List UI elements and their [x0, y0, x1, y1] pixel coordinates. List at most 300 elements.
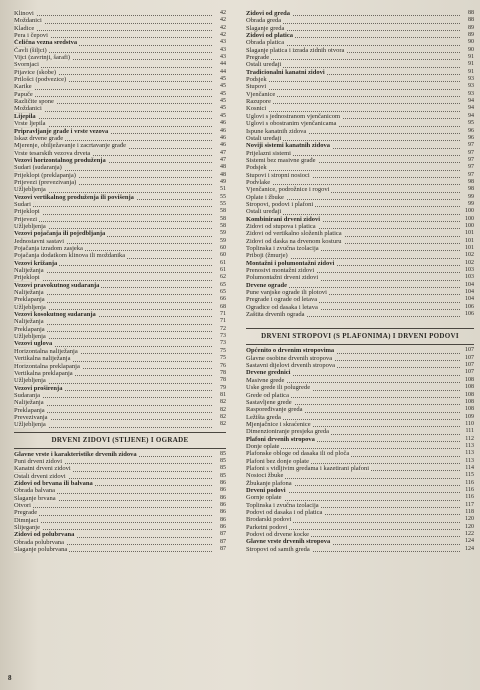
entry-page-number: 87 — [220, 531, 226, 538]
entry-title: Drveni podovi — [246, 486, 286, 494]
entry-title: Dimnjaci — [14, 516, 39, 524]
entry-title: Ostali uređaji — [246, 208, 282, 216]
entry-title: Sastavni dijelovi drvenih stropova — [246, 362, 336, 370]
toc-entry — [14, 274, 226, 281]
entry-page-number: 103 — [465, 274, 474, 281]
toc-section-entry — [246, 10, 474, 17]
entry-title: Zidovi od brvana ili balvana — [14, 479, 93, 487]
entry-title: Vezovi križanja — [14, 259, 58, 267]
entry-page-number: 88 — [468, 17, 474, 24]
toc-entry — [14, 25, 226, 32]
entry-title: Prilošci (podvezice) — [14, 76, 67, 84]
entry-page-number: 46 — [220, 142, 226, 149]
entry-title: Slaganje greda — [246, 24, 285, 32]
entry-page-number: 49 — [220, 178, 226, 185]
divider — [14, 448, 226, 449]
dot-leader — [246, 88, 460, 90]
entry-page-number: 82 — [220, 421, 226, 428]
toc-entry — [246, 421, 474, 428]
entry-page-number: 99 — [468, 200, 474, 207]
entry-title: Vertikalna preklapanja — [14, 369, 73, 377]
entry-title: Stropovi od samih greda — [246, 545, 310, 553]
entry-page-number: 113 — [465, 457, 474, 464]
toc-section-entry — [14, 157, 226, 164]
entry-title: Obrada polubrvana — [14, 538, 64, 546]
entry-title: Montažni i polumontažni zidovi — [246, 259, 335, 267]
toc-entry — [14, 502, 226, 509]
dot-leader — [14, 279, 212, 281]
entry-title: Uglovi s jednostranom vjenčanicom — [246, 112, 341, 120]
toc-section-entry — [246, 282, 474, 289]
entry-title: Naliježanja — [14, 318, 44, 326]
toc-entry — [246, 91, 474, 98]
entry-title: Vrste ljepila — [14, 120, 46, 128]
toc-entry — [14, 61, 226, 68]
entry-page-number: 86 — [220, 509, 226, 516]
toc-entry — [14, 348, 226, 355]
entry-title: Iskaz drvene građe — [14, 134, 64, 142]
toc-section-entry — [14, 451, 226, 458]
entry-title: Naliježanja — [14, 267, 44, 275]
entry-page-number: 108 — [465, 384, 474, 391]
entry-title: Zidovi od platica — [246, 32, 293, 40]
entry-page-number: 107 — [465, 362, 474, 369]
toc-section-entry — [246, 436, 474, 443]
entry-title: Pregrade i ograde od letava — [246, 296, 318, 304]
entry-title: Parketni podovi — [246, 523, 288, 531]
entry-title: Užljebljenja — [14, 222, 46, 230]
toc-section-entry — [246, 260, 474, 267]
entry-title: Preklapanja — [14, 325, 45, 333]
entry-title: Užljebljenja — [14, 421, 46, 429]
entry-page-number: 42 — [220, 32, 226, 39]
entry-title: Dimenzioniranje presjeka greda — [246, 428, 330, 436]
entry-page-number: 107 — [465, 369, 474, 376]
entry-page-number: 91 — [468, 61, 474, 68]
entry-title: Zidovi od daska na drvenom kosturu — [246, 237, 342, 245]
entry-page-number: 93 — [468, 90, 474, 97]
entry-title: Uglovi s obostranim vjenčanicama — [246, 120, 337, 128]
entry-title: Zidovi od stupova i platica — [246, 222, 316, 230]
entry-page-number: 97 — [468, 164, 474, 171]
entry-page-number: 82 — [220, 413, 226, 420]
toc-entry — [14, 164, 226, 171]
entry-title: Ostali uređaji — [246, 134, 282, 142]
entry-title: Raspoređivanje greda — [246, 406, 303, 414]
toc-section-entry — [14, 260, 226, 267]
entry-page-number: 97 — [468, 142, 474, 149]
entry-page-number: 96 — [468, 127, 474, 134]
entry-page-number: 102 — [465, 252, 474, 259]
dot-leader — [246, 169, 460, 171]
entry-title: Naliježanja — [14, 399, 44, 407]
dot-leader — [14, 528, 212, 530]
entry-title: Zidovi od polubrvana — [14, 531, 75, 539]
entry-page-number: 102 — [465, 259, 474, 266]
toc-entry — [14, 150, 226, 157]
toc-right-list-2 — [246, 347, 474, 553]
entry-title: Oplate i žbuke — [246, 193, 284, 201]
entry-page-number: 82 — [220, 399, 226, 406]
entry-page-number: 100 — [465, 208, 474, 215]
entry-page-number: 45 — [220, 76, 226, 83]
entry-page-number: 124 — [465, 545, 474, 552]
dot-leader — [14, 117, 212, 119]
entry-page-number: 78 — [220, 369, 226, 376]
entry-page-number: 86 — [220, 502, 226, 508]
entry-title: Glavne vrste i karakteristike drvenih zidova — [14, 450, 137, 458]
entry-title: Vezovi proširenja — [14, 384, 63, 392]
entry-title: Slaganje brvana — [14, 494, 56, 502]
entry-page-number: 58 — [220, 208, 226, 215]
entry-page-number: 60 — [220, 245, 226, 251]
entry-page-number: 89 — [468, 24, 474, 31]
entry-page-number: 108 — [465, 391, 474, 398]
toc-entry — [14, 223, 226, 230]
toc-entry — [14, 487, 226, 494]
toc-entry — [246, 54, 474, 61]
toc-entry — [246, 509, 474, 516]
divider — [246, 344, 474, 345]
entry-page-number: 42 — [220, 17, 226, 24]
toc-entry — [246, 362, 474, 369]
entry-title: Različite spone — [14, 98, 54, 106]
entry-page-number: 97 — [468, 149, 474, 156]
entry-title: Noviji sistemi kanatnih zidova — [246, 142, 330, 150]
entry-title: Donje oplate — [246, 442, 280, 450]
toc-entry — [14, 304, 226, 311]
entry-page-number: 86 — [220, 524, 226, 531]
entry-page-number: 110 — [465, 420, 474, 427]
toc-entry — [14, 54, 226, 61]
dot-leader — [246, 102, 460, 104]
dot-leader — [14, 220, 212, 222]
entry-page-number: 48 — [220, 164, 226, 171]
entry-title: Nosioci žbuke — [246, 472, 284, 480]
entry-title: Drvene ograde — [246, 281, 287, 289]
toc-entry — [246, 494, 474, 501]
entry-page-number: 78 — [220, 377, 226, 384]
toc-entry — [14, 142, 226, 149]
toc-entry — [246, 223, 474, 230]
toc-section-entry — [246, 216, 474, 223]
entry-title: Klinovi — [14, 10, 34, 17]
toc-entry — [246, 524, 474, 531]
toc-section-entry — [246, 347, 474, 354]
toc-section-entry — [14, 340, 226, 347]
entry-page-number: 82 — [220, 406, 226, 413]
toc-entry — [14, 32, 226, 39]
entry-title: Naliježanja — [14, 289, 44, 297]
toc-entry — [14, 76, 226, 83]
entry-page-number: 65 — [220, 289, 226, 296]
entry-title: Sudari — [14, 200, 31, 208]
entry-page-number: 55 — [220, 200, 226, 207]
entry-page-number: 93 — [468, 83, 474, 90]
toc-entry — [14, 47, 226, 54]
toc-entry — [246, 208, 474, 215]
toc-entry — [14, 407, 226, 414]
entry-page-number: 94 — [468, 112, 474, 119]
entry-page-number: 108 — [465, 406, 474, 413]
toc-entry — [246, 113, 474, 120]
entry-title: Stupovi i stropni nosioci — [246, 171, 310, 179]
entry-title: Drvene grednici — [246, 369, 291, 377]
entry-title: Užljebljenja — [14, 303, 46, 311]
entry-page-number: 90 — [468, 39, 474, 46]
toc-entry — [246, 399, 474, 406]
entry-page-number: 90 — [468, 46, 474, 53]
dot-leader — [14, 213, 212, 215]
entry-page-number: 46 — [220, 127, 226, 134]
entry-title: Vijci (zavrtnji, šarafi) — [14, 54, 71, 62]
entry-page-number: 71 — [220, 311, 226, 318]
entry-page-number: 104 — [465, 289, 474, 296]
entry-page-number: 107 — [465, 347, 474, 354]
toc-entry — [246, 458, 474, 465]
dot-leader — [14, 506, 212, 508]
toc-entry — [246, 384, 474, 391]
entry-title: Horizontalna preklapanja — [14, 362, 80, 370]
toc-section-entry — [246, 538, 474, 545]
entry-page-number: 86 — [220, 487, 226, 494]
entry-title: Sudaranja — [14, 391, 40, 399]
entry-title: Kanatni drveni zidovi — [14, 465, 71, 473]
dot-leader — [14, 14, 212, 16]
divider — [14, 432, 226, 433]
toc-entry — [246, 414, 474, 421]
entry-title: Pijavice (skobe) — [14, 68, 57, 76]
entry-page-number: 71 — [220, 318, 226, 325]
entry-page-number: 106 — [465, 311, 474, 318]
entry-title: Vrste tesarskih vezova drveta — [14, 149, 91, 157]
entry-title: Sudari (sudaranja) — [14, 164, 62, 172]
toc-entry — [246, 201, 474, 208]
entry-page-number: 106 — [465, 303, 474, 310]
toc-section-entry — [14, 282, 226, 289]
entry-page-number: 95 — [468, 120, 474, 127]
toc-section-entry — [14, 311, 226, 318]
toc-entry — [14, 216, 226, 223]
entry-page-number: 87 — [220, 546, 226, 553]
entry-title: Razupore — [246, 98, 271, 106]
entry-title: Otvori — [14, 502, 31, 509]
entry-page-number: 45 — [220, 98, 226, 105]
entry-page-number: 86 — [220, 516, 226, 523]
entry-title: Vezovi horizontalnog produženja — [14, 156, 106, 164]
entry-title: Ležišta greda — [246, 413, 281, 421]
entry-page-number: 62 — [220, 274, 226, 281]
entry-title: Podsjek — [246, 76, 267, 84]
entry-page-number: 89 — [468, 32, 474, 39]
toc-entry — [246, 105, 474, 112]
toc-right-column — [246, 10, 474, 553]
entry-page-number: 97 — [468, 171, 474, 178]
chapter-heading-ceilings: DRVENI STROPOVI (S PLAFONIMA) I DRVENI PODOVI — [261, 332, 459, 341]
entry-title: Priboji (žmurje) — [246, 252, 288, 260]
entry-page-number: 66 — [220, 296, 226, 303]
toc-entry — [246, 267, 474, 274]
entry-page-number: 45 — [220, 105, 226, 112]
entry-title: Čelična vezna sredstva — [14, 39, 78, 47]
entry-page-number: 47 — [220, 156, 226, 163]
entry-page-number: 46 — [220, 134, 226, 141]
toc-entry — [14, 289, 226, 296]
entry-page-number: 68 — [220, 303, 226, 310]
entry-title: Pune vanjske ograde ili plotovi — [246, 289, 327, 297]
toc-entry — [246, 76, 474, 83]
entry-page-number: 58 — [220, 215, 226, 222]
toc-entry — [14, 414, 226, 421]
toc-entry — [246, 450, 474, 457]
entry-title: Plafonske obloge od dasaka ili od ploča — [246, 450, 350, 458]
toc-entry — [14, 252, 226, 259]
toc-entry — [246, 274, 474, 281]
entry-page-number: 88 — [468, 10, 474, 16]
dot-leader — [14, 95, 212, 97]
toc-entry — [246, 39, 474, 46]
toc-entry — [14, 363, 226, 370]
entry-title: Prijevezi (prevezivanja) — [14, 178, 77, 186]
toc-left-column — [14, 10, 226, 553]
entry-page-number: 79 — [220, 384, 226, 391]
entry-page-number: 93 — [468, 76, 474, 83]
entry-page-number: 72 — [220, 325, 226, 332]
toc-section-entry — [246, 69, 474, 76]
toc-section-entry — [14, 385, 226, 392]
dot-leader — [246, 80, 460, 82]
dot-leader — [14, 66, 212, 68]
toc-entry — [246, 245, 474, 252]
dot-leader — [14, 205, 212, 207]
entry-page-number: 94 — [468, 105, 474, 112]
toc-left-list-2 — [14, 451, 226, 554]
entry-page-number: 85 — [220, 472, 226, 479]
toc-entry — [14, 539, 226, 546]
dot-leader — [14, 514, 212, 516]
toc-entry — [14, 98, 226, 105]
toc-section-entry — [246, 369, 474, 376]
entry-page-number: 43 — [220, 54, 226, 61]
entry-page-number: 98 — [468, 178, 474, 185]
dot-leader — [246, 183, 460, 185]
entry-page-number: 124 — [465, 538, 474, 545]
toc-entry — [246, 502, 474, 509]
toc-entry — [14, 69, 226, 76]
entry-title: Slaganje platica i izrada zidnih otvora — [246, 46, 345, 54]
entry-title: Vjenčanice, podrožnice i rogovi — [246, 186, 330, 194]
toc-entry — [246, 98, 474, 105]
dot-leader — [14, 88, 212, 90]
dot-leader — [14, 521, 212, 523]
dot-leader — [14, 396, 212, 398]
dot-leader — [246, 95, 460, 97]
toc-section-entry — [14, 531, 226, 538]
entry-title: Općenito o drvenim stropovima — [246, 347, 335, 355]
entry-title: Pregrade — [14, 509, 38, 517]
entry-page-number: 42 — [220, 10, 226, 16]
entry-title: Podovi od dasaka i od platica — [246, 509, 323, 516]
toc-entry — [246, 465, 474, 472]
toc-entry — [14, 465, 226, 472]
entry-title: Prijevezi — [14, 215, 38, 223]
toc-entry — [246, 443, 474, 450]
toc-entry — [246, 289, 474, 296]
toc-entry — [14, 546, 226, 553]
toc-entry — [14, 201, 226, 208]
page-number: 8 — [8, 674, 12, 682]
entry-page-number: 59 — [220, 230, 226, 237]
toc-entry — [246, 472, 474, 479]
entry-page-number: 85 — [220, 465, 226, 472]
entry-title: Puni drveni zidovi — [14, 457, 63, 465]
chapter-heading-walls: DRVENI ZIDOVI (STIJENE) I OGRADE — [51, 435, 189, 444]
entry-page-number: 112 — [465, 435, 474, 442]
entry-page-number: 76 — [220, 362, 226, 369]
toc-entry — [246, 377, 474, 384]
entry-title: Ispune kanatnih zidova — [246, 127, 307, 135]
toc-entry — [14, 245, 226, 252]
toc-entry — [246, 392, 474, 399]
entry-title: Preklapanja — [14, 406, 45, 414]
toc-entry — [14, 238, 226, 245]
entry-title: Lijepila — [14, 112, 36, 120]
entry-title: Moždanici — [14, 105, 42, 113]
entry-page-number: 116 — [465, 494, 474, 501]
entry-title: Užljebljenja — [14, 186, 46, 194]
entry-page-number: 111 — [465, 428, 474, 435]
entry-page-number: 42 — [220, 24, 226, 31]
entry-page-number: 75 — [220, 347, 226, 354]
entry-page-number: 85 — [220, 457, 226, 464]
toc-entry — [14, 333, 226, 340]
entry-title: Slaganje polubrvana — [14, 546, 68, 554]
toc-entry — [14, 105, 226, 112]
toc-entry — [14, 326, 226, 333]
toc-left-list — [14, 10, 226, 429]
toc-entry — [14, 186, 226, 193]
entry-page-number: 96 — [468, 134, 474, 141]
toc-entry — [246, 157, 474, 164]
entry-page-number: 58 — [220, 222, 226, 229]
entry-title: Obrada greda — [246, 17, 282, 25]
entry-page-number: 107 — [465, 354, 474, 361]
entry-page-number: 104 — [465, 296, 474, 303]
toc-entry — [246, 406, 474, 413]
entry-page-number: 109 — [465, 413, 474, 420]
entry-page-number: 43 — [220, 46, 226, 53]
entry-title: Glavne vrste drvenih stropova — [246, 538, 331, 546]
toc-entry — [14, 458, 226, 465]
toc-entry — [246, 194, 474, 201]
toc-entry — [246, 164, 474, 171]
toc-entry — [246, 304, 474, 311]
entry-page-number: 85 — [220, 450, 226, 457]
entry-title: Ostali drveni zidovi — [14, 472, 66, 480]
toc-entry — [246, 135, 474, 142]
entry-page-number: 61 — [220, 259, 226, 266]
entry-page-number: 120 — [465, 516, 474, 523]
entry-page-number: 91 — [468, 68, 474, 75]
toc-section-entry — [14, 113, 226, 120]
entry-title: Plafoni drvenih stropova — [246, 435, 315, 443]
entry-page-number: 87 — [220, 538, 226, 545]
entry-title: Stropovi, podovi i plafoni — [246, 200, 314, 208]
toc-entry — [14, 17, 226, 24]
toc-entry — [246, 428, 474, 435]
toc-entry — [246, 17, 474, 24]
entry-page-number: 48 — [220, 171, 226, 178]
